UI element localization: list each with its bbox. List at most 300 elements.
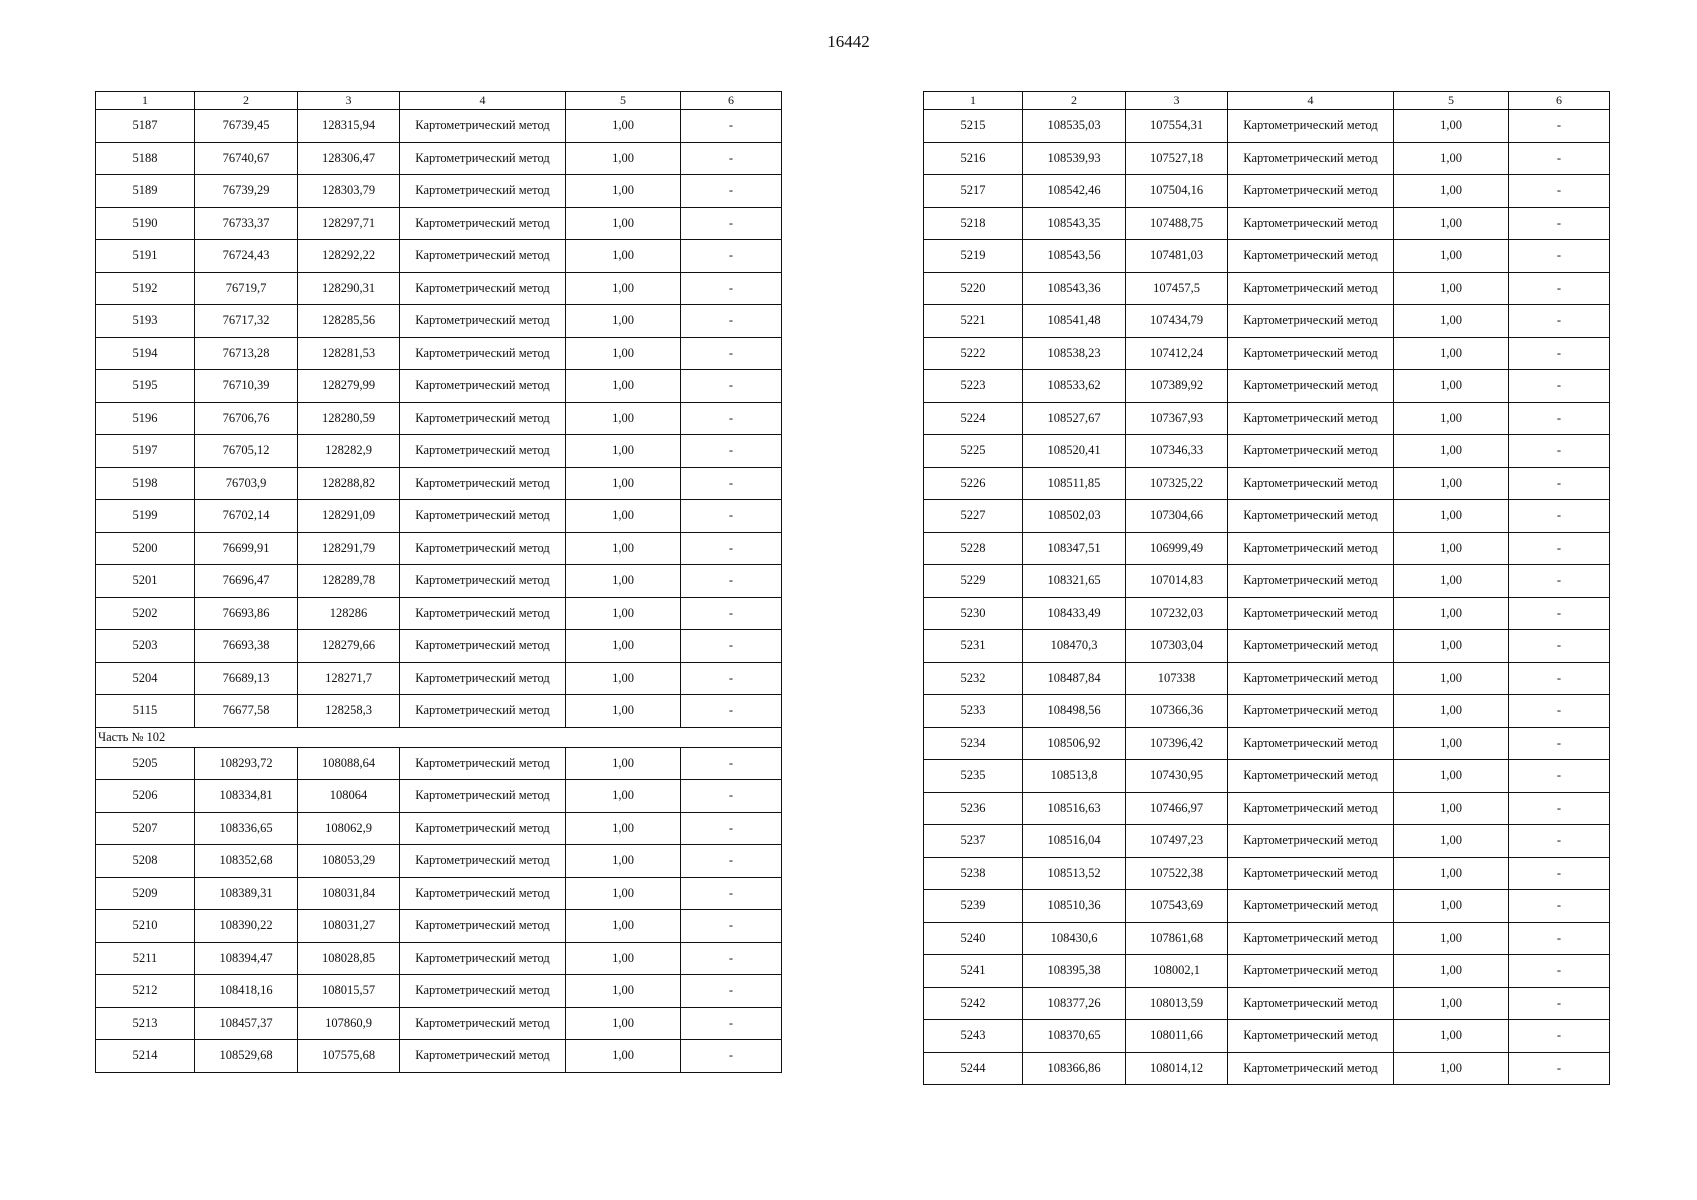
method-cell: Картометрический метод xyxy=(1228,240,1394,273)
table-row xyxy=(924,175,1610,208)
column-header: 1 xyxy=(924,92,1023,110)
table-row xyxy=(924,370,1610,403)
method-cell: Картометрический метод xyxy=(1228,272,1394,305)
table-row xyxy=(924,467,1610,500)
point-number-cell: 5189 xyxy=(96,175,195,208)
coordinate-x-cell: 108430,6 xyxy=(1023,922,1126,955)
method-cell: Картометрический метод xyxy=(1228,792,1394,825)
method-cell: Картометрический метод xyxy=(400,532,566,565)
table-row xyxy=(96,337,782,370)
accuracy-cell: 1,00 xyxy=(566,435,681,468)
note-cell: - xyxy=(681,370,782,403)
accuracy-cell: 1,00 xyxy=(1394,565,1509,598)
point-number-cell: 5244 xyxy=(924,1052,1023,1085)
accuracy-cell: 1,00 xyxy=(1394,792,1509,825)
point-number-cell: 5196 xyxy=(96,402,195,435)
point-number-cell: 5191 xyxy=(96,240,195,273)
method-cell: Картометрический метод xyxy=(1228,922,1394,955)
method-cell: Картометрический метод xyxy=(1228,597,1394,630)
accuracy-cell: 1,00 xyxy=(1394,955,1509,988)
table-row xyxy=(96,630,782,663)
coordinate-y-cell: 107497,23 xyxy=(1126,825,1228,858)
point-number-cell: 5209 xyxy=(96,877,195,910)
coordinate-y-cell: 108088,64 xyxy=(298,747,400,780)
note-cell: - xyxy=(681,142,782,175)
coordinates-table-left xyxy=(95,91,782,1073)
coordinate-y-cell: 108002,1 xyxy=(1126,955,1228,988)
method-cell: Картометрический метод xyxy=(400,662,566,695)
table-row xyxy=(924,207,1610,240)
note-cell: - xyxy=(1509,987,1610,1020)
note-cell: - xyxy=(1509,1052,1610,1085)
point-number-cell: 5242 xyxy=(924,987,1023,1020)
coordinate-x-cell: 108543,56 xyxy=(1023,240,1126,273)
note-cell: - xyxy=(1509,792,1610,825)
table-row xyxy=(96,747,782,780)
accuracy-cell: 1,00 xyxy=(1394,435,1509,468)
table-row xyxy=(96,565,782,598)
coordinate-y-cell: 128279,99 xyxy=(298,370,400,403)
method-cell: Картометрический метод xyxy=(1228,435,1394,468)
method-cell: Картометрический метод xyxy=(400,435,566,468)
coordinate-x-cell: 108529,68 xyxy=(195,1040,298,1073)
method-cell: Картометрический метод xyxy=(400,467,566,500)
coordinate-x-cell: 76740,67 xyxy=(195,142,298,175)
note-cell: - xyxy=(1509,727,1610,760)
table-row xyxy=(96,435,782,468)
point-number-cell: 5238 xyxy=(924,857,1023,890)
coordinate-y-cell: 107325,22 xyxy=(1126,467,1228,500)
coordinate-y-cell: 107575,68 xyxy=(298,1040,400,1073)
left-table-body-part-2 xyxy=(96,747,782,1072)
point-number-cell: 5239 xyxy=(924,890,1023,923)
table-row xyxy=(96,305,782,338)
table-row xyxy=(96,695,782,728)
accuracy-cell: 1,00 xyxy=(566,630,681,663)
table-row xyxy=(924,890,1610,923)
coordinate-y-cell: 128315,94 xyxy=(298,110,400,143)
coordinate-x-cell: 108293,72 xyxy=(195,747,298,780)
coordinate-x-cell: 76703,9 xyxy=(195,467,298,500)
coordinate-x-cell: 108543,36 xyxy=(1023,272,1126,305)
note-cell: - xyxy=(1509,597,1610,630)
coordinate-y-cell: 108028,85 xyxy=(298,942,400,975)
coordinate-y-cell: 107860,9 xyxy=(298,1007,400,1040)
method-cell: Картометрический метод xyxy=(1228,175,1394,208)
accuracy-cell: 1,00 xyxy=(566,845,681,878)
point-number-cell: 5205 xyxy=(96,747,195,780)
table-row xyxy=(924,1052,1610,1085)
accuracy-cell: 1,00 xyxy=(566,662,681,695)
method-cell: Картометрический метод xyxy=(1228,695,1394,728)
column-header: 6 xyxy=(681,92,782,110)
coordinate-y-cell: 107527,18 xyxy=(1126,142,1228,175)
coordinate-x-cell: 76705,12 xyxy=(195,435,298,468)
method-cell: Картометрический метод xyxy=(1228,825,1394,858)
coordinate-x-cell: 108321,65 xyxy=(1023,565,1126,598)
column-header: 1 xyxy=(96,92,195,110)
coordinate-y-cell: 108031,84 xyxy=(298,877,400,910)
accuracy-cell: 1,00 xyxy=(566,1040,681,1073)
coordinate-y-cell: 107304,66 xyxy=(1126,500,1228,533)
accuracy-cell: 1,00 xyxy=(1394,987,1509,1020)
method-cell: Картометрический метод xyxy=(400,695,566,728)
coordinate-x-cell: 76677,58 xyxy=(195,695,298,728)
coordinate-x-cell: 76693,86 xyxy=(195,597,298,630)
left-table-body-part-1 xyxy=(96,110,782,728)
point-number-cell: 5219 xyxy=(924,240,1023,273)
point-number-cell: 5210 xyxy=(96,910,195,943)
coordinate-y-cell: 128303,79 xyxy=(298,175,400,208)
accuracy-cell: 1,00 xyxy=(1394,1020,1509,1053)
table-row xyxy=(924,662,1610,695)
point-number-cell: 5236 xyxy=(924,792,1023,825)
point-number-cell: 5212 xyxy=(96,975,195,1008)
point-number-cell: 5211 xyxy=(96,942,195,975)
note-cell: - xyxy=(1509,142,1610,175)
accuracy-cell: 1,00 xyxy=(1394,597,1509,630)
coordinate-y-cell: 107232,03 xyxy=(1126,597,1228,630)
method-cell: Картометрический метод xyxy=(1228,500,1394,533)
coordinate-x-cell: 108352,68 xyxy=(195,845,298,878)
note-cell: - xyxy=(1509,500,1610,533)
note-cell: - xyxy=(1509,922,1610,955)
point-number-cell: 5217 xyxy=(924,175,1023,208)
coordinate-x-cell: 76696,47 xyxy=(195,565,298,598)
accuracy-cell: 1,00 xyxy=(1394,857,1509,890)
coordinate-y-cell: 107338 xyxy=(1126,662,1228,695)
method-cell: Картометрический метод xyxy=(400,305,566,338)
method-cell: Картометрический метод xyxy=(400,975,566,1008)
note-cell: - xyxy=(681,597,782,630)
coordinate-y-cell: 108064 xyxy=(298,780,400,813)
table-row xyxy=(924,630,1610,663)
method-cell: Картометрический метод xyxy=(400,142,566,175)
accuracy-cell: 1,00 xyxy=(1394,662,1509,695)
table-row xyxy=(924,565,1610,598)
coordinate-x-cell: 76702,14 xyxy=(195,500,298,533)
column-header: 2 xyxy=(1023,92,1126,110)
coordinate-x-cell: 76739,29 xyxy=(195,175,298,208)
method-cell: Картометрический метод xyxy=(1228,760,1394,793)
note-cell: - xyxy=(1509,825,1610,858)
note-cell: - xyxy=(681,467,782,500)
coordinate-x-cell: 108542,46 xyxy=(1023,175,1126,208)
note-cell: - xyxy=(681,207,782,240)
table-row xyxy=(96,662,782,695)
table-row xyxy=(924,435,1610,468)
table-row xyxy=(96,597,782,630)
point-number-cell: 5206 xyxy=(96,780,195,813)
point-number-cell: 5194 xyxy=(96,337,195,370)
note-cell: - xyxy=(1509,207,1610,240)
coordinate-x-cell: 108538,23 xyxy=(1023,337,1126,370)
table-row xyxy=(924,142,1610,175)
coordinate-y-cell: 128281,53 xyxy=(298,337,400,370)
accuracy-cell: 1,00 xyxy=(1394,272,1509,305)
note-cell: - xyxy=(1509,402,1610,435)
point-number-cell: 5231 xyxy=(924,630,1023,663)
note-cell: - xyxy=(1509,337,1610,370)
point-number-cell: 5207 xyxy=(96,812,195,845)
coordinate-x-cell: 108457,37 xyxy=(195,1007,298,1040)
method-cell: Картометрический метод xyxy=(1228,337,1394,370)
accuracy-cell: 1,00 xyxy=(566,565,681,598)
table-row xyxy=(924,727,1610,760)
table-row xyxy=(924,402,1610,435)
coordinate-y-cell: 108031,27 xyxy=(298,910,400,943)
coordinate-x-cell: 108366,86 xyxy=(1023,1052,1126,1085)
coordinate-y-cell: 107366,36 xyxy=(1126,695,1228,728)
accuracy-cell: 1,00 xyxy=(566,305,681,338)
coordinate-y-cell: 128285,56 xyxy=(298,305,400,338)
table-row xyxy=(96,1040,782,1073)
accuracy-cell: 1,00 xyxy=(1394,467,1509,500)
note-cell: - xyxy=(1509,110,1610,143)
accuracy-cell: 1,00 xyxy=(566,812,681,845)
accuracy-cell: 1,00 xyxy=(1394,1052,1509,1085)
accuracy-cell: 1,00 xyxy=(1394,760,1509,793)
point-number-cell: 5230 xyxy=(924,597,1023,630)
table-row xyxy=(924,922,1610,955)
note-cell: - xyxy=(1509,435,1610,468)
table-row xyxy=(924,825,1610,858)
coordinate-y-cell: 107554,31 xyxy=(1126,110,1228,143)
note-cell: - xyxy=(681,110,782,143)
coordinate-x-cell: 108513,52 xyxy=(1023,857,1126,890)
coordinate-y-cell: 107457,5 xyxy=(1126,272,1228,305)
point-number-cell: 5240 xyxy=(924,922,1023,955)
coordinate-x-cell: 76733,37 xyxy=(195,207,298,240)
method-cell: Картометрический метод xyxy=(1228,305,1394,338)
table-row xyxy=(924,955,1610,988)
note-cell: - xyxy=(1509,857,1610,890)
note-cell: - xyxy=(1509,695,1610,728)
coordinate-x-cell: 108390,22 xyxy=(195,910,298,943)
note-cell: - xyxy=(681,240,782,273)
coordinate-y-cell: 107861,68 xyxy=(1126,922,1228,955)
method-cell: Картометрический метод xyxy=(400,1007,566,1040)
point-number-cell: 5221 xyxy=(924,305,1023,338)
table-row xyxy=(924,857,1610,890)
table-row xyxy=(96,780,782,813)
point-number-cell: 5225 xyxy=(924,435,1023,468)
point-number-cell: 5201 xyxy=(96,565,195,598)
coordinate-y-cell: 128282,9 xyxy=(298,435,400,468)
coordinate-y-cell: 106999,49 xyxy=(1126,532,1228,565)
coordinate-x-cell: 108516,04 xyxy=(1023,825,1126,858)
coordinate-x-cell: 108533,62 xyxy=(1023,370,1126,403)
note-cell: - xyxy=(681,942,782,975)
method-cell: Картометрический метод xyxy=(1228,630,1394,663)
coordinate-y-cell: 108013,59 xyxy=(1126,987,1228,1020)
method-cell: Картометрический метод xyxy=(1228,467,1394,500)
coordinate-x-cell: 108370,65 xyxy=(1023,1020,1126,1053)
point-number-cell: 5193 xyxy=(96,305,195,338)
method-cell: Картометрический метод xyxy=(400,597,566,630)
coordinate-y-cell: 107488,75 xyxy=(1126,207,1228,240)
method-cell: Картометрический метод xyxy=(400,812,566,845)
coordinate-x-cell: 108498,56 xyxy=(1023,695,1126,728)
method-cell: Картометрический метод xyxy=(400,910,566,943)
point-number-cell: 5216 xyxy=(924,142,1023,175)
coordinate-x-cell: 108510,36 xyxy=(1023,890,1126,923)
note-cell: - xyxy=(681,435,782,468)
note-cell: - xyxy=(681,500,782,533)
note-cell: - xyxy=(681,337,782,370)
table-row xyxy=(96,402,782,435)
coordinate-y-cell: 128279,66 xyxy=(298,630,400,663)
table-row xyxy=(96,910,782,943)
coordinate-y-cell: 107522,38 xyxy=(1126,857,1228,890)
accuracy-cell: 1,00 xyxy=(1394,207,1509,240)
coordinate-x-cell: 108543,35 xyxy=(1023,207,1126,240)
coordinate-y-cell: 107014,83 xyxy=(1126,565,1228,598)
table-row xyxy=(96,877,782,910)
point-number-cell: 5197 xyxy=(96,435,195,468)
point-number-cell: 5222 xyxy=(924,337,1023,370)
accuracy-cell: 1,00 xyxy=(566,175,681,208)
note-cell: - xyxy=(681,175,782,208)
method-cell: Картометрический метод xyxy=(1228,1020,1394,1053)
accuracy-cell: 1,00 xyxy=(1394,240,1509,273)
note-cell: - xyxy=(681,910,782,943)
column-header: 3 xyxy=(298,92,400,110)
accuracy-cell: 1,00 xyxy=(566,272,681,305)
coordinate-y-cell: 107346,33 xyxy=(1126,435,1228,468)
point-number-cell: 5192 xyxy=(96,272,195,305)
accuracy-cell: 1,00 xyxy=(566,975,681,1008)
column-header: 4 xyxy=(400,92,566,110)
coordinate-y-cell: 128286 xyxy=(298,597,400,630)
method-cell: Картометрический метод xyxy=(1228,662,1394,695)
accuracy-cell: 1,00 xyxy=(566,942,681,975)
note-cell: - xyxy=(1509,955,1610,988)
accuracy-cell: 1,00 xyxy=(1394,305,1509,338)
point-number-cell: 5190 xyxy=(96,207,195,240)
note-cell: - xyxy=(681,305,782,338)
point-number-cell: 5218 xyxy=(924,207,1023,240)
coordinate-x-cell: 76689,13 xyxy=(195,662,298,695)
note-cell: - xyxy=(1509,630,1610,663)
table-row xyxy=(924,695,1610,728)
accuracy-cell: 1,00 xyxy=(1394,695,1509,728)
coordinate-y-cell: 128280,59 xyxy=(298,402,400,435)
accuracy-cell: 1,00 xyxy=(1394,370,1509,403)
coordinate-x-cell: 76719,7 xyxy=(195,272,298,305)
coordinate-y-cell: 108062,9 xyxy=(298,812,400,845)
point-number-cell: 5220 xyxy=(924,272,1023,305)
method-cell: Картометрический метод xyxy=(400,780,566,813)
accuracy-cell: 1,00 xyxy=(566,695,681,728)
accuracy-cell: 1,00 xyxy=(566,532,681,565)
point-number-cell: 5195 xyxy=(96,370,195,403)
coordinate-y-cell: 108015,57 xyxy=(298,975,400,1008)
coordinate-y-cell: 128297,71 xyxy=(298,207,400,240)
note-cell: - xyxy=(681,845,782,878)
coordinate-x-cell: 76724,43 xyxy=(195,240,298,273)
table-row xyxy=(96,240,782,273)
method-cell: Картометрический метод xyxy=(1228,890,1394,923)
note-cell: - xyxy=(681,877,782,910)
accuracy-cell: 1,00 xyxy=(1394,630,1509,663)
method-cell: Картометрический метод xyxy=(1228,727,1394,760)
accuracy-cell: 1,00 xyxy=(566,142,681,175)
table-row xyxy=(96,1007,782,1040)
coordinate-y-cell: 128291,09 xyxy=(298,500,400,533)
coordinate-y-cell: 108053,29 xyxy=(298,845,400,878)
column-header: 2 xyxy=(195,92,298,110)
point-number-cell: 5200 xyxy=(96,532,195,565)
coordinate-y-cell: 128291,79 xyxy=(298,532,400,565)
right-table-body xyxy=(924,110,1610,1085)
table-row xyxy=(96,370,782,403)
coordinate-y-cell: 128306,47 xyxy=(298,142,400,175)
accuracy-cell: 1,00 xyxy=(566,402,681,435)
coordinate-y-cell: 107389,92 xyxy=(1126,370,1228,403)
note-cell: - xyxy=(1509,532,1610,565)
point-number-cell: 5198 xyxy=(96,467,195,500)
coordinate-x-cell: 108487,84 xyxy=(1023,662,1126,695)
note-cell: - xyxy=(681,975,782,1008)
point-number-cell: 5199 xyxy=(96,500,195,533)
method-cell: Картометрический метод xyxy=(1228,532,1394,565)
coordinate-x-cell: 108470,3 xyxy=(1023,630,1126,663)
column-header: 3 xyxy=(1126,92,1228,110)
note-cell: - xyxy=(681,402,782,435)
method-cell: Картометрический метод xyxy=(400,207,566,240)
point-number-cell: 5226 xyxy=(924,467,1023,500)
coordinate-y-cell: 107412,24 xyxy=(1126,337,1228,370)
table-row xyxy=(96,532,782,565)
coordinate-y-cell: 107434,79 xyxy=(1126,305,1228,338)
coordinate-y-cell: 128292,22 xyxy=(298,240,400,273)
table-row xyxy=(924,792,1610,825)
note-cell: - xyxy=(681,780,782,813)
note-cell: - xyxy=(1509,175,1610,208)
coordinate-y-cell: 107367,93 xyxy=(1126,402,1228,435)
note-cell: - xyxy=(681,1040,782,1073)
coordinate-y-cell: 107466,97 xyxy=(1126,792,1228,825)
method-cell: Картометрический метод xyxy=(400,1040,566,1073)
coordinate-x-cell: 76699,91 xyxy=(195,532,298,565)
accuracy-cell: 1,00 xyxy=(1394,142,1509,175)
accuracy-cell: 1,00 xyxy=(1394,402,1509,435)
note-cell: - xyxy=(1509,305,1610,338)
coordinate-y-cell: 108014,12 xyxy=(1126,1052,1228,1085)
point-number-cell: 5204 xyxy=(96,662,195,695)
point-number-cell: 5215 xyxy=(924,110,1023,143)
method-cell: Картометрический метод xyxy=(400,175,566,208)
method-cell: Картометрический метод xyxy=(400,272,566,305)
coordinate-x-cell: 108347,51 xyxy=(1023,532,1126,565)
point-number-cell: 5241 xyxy=(924,955,1023,988)
coordinate-x-cell: 108336,65 xyxy=(195,812,298,845)
accuracy-cell: 1,00 xyxy=(566,207,681,240)
note-cell: - xyxy=(681,565,782,598)
note-cell: - xyxy=(1509,467,1610,500)
note-cell: - xyxy=(1509,565,1610,598)
accuracy-cell: 1,00 xyxy=(566,747,681,780)
table-row xyxy=(924,240,1610,273)
point-number-cell: 5202 xyxy=(96,597,195,630)
coordinate-x-cell: 108334,81 xyxy=(195,780,298,813)
accuracy-cell: 1,00 xyxy=(566,240,681,273)
note-cell: - xyxy=(681,662,782,695)
accuracy-cell: 1,00 xyxy=(566,337,681,370)
method-cell: Картометрический метод xyxy=(1228,370,1394,403)
method-cell: Картометрический метод xyxy=(400,877,566,910)
